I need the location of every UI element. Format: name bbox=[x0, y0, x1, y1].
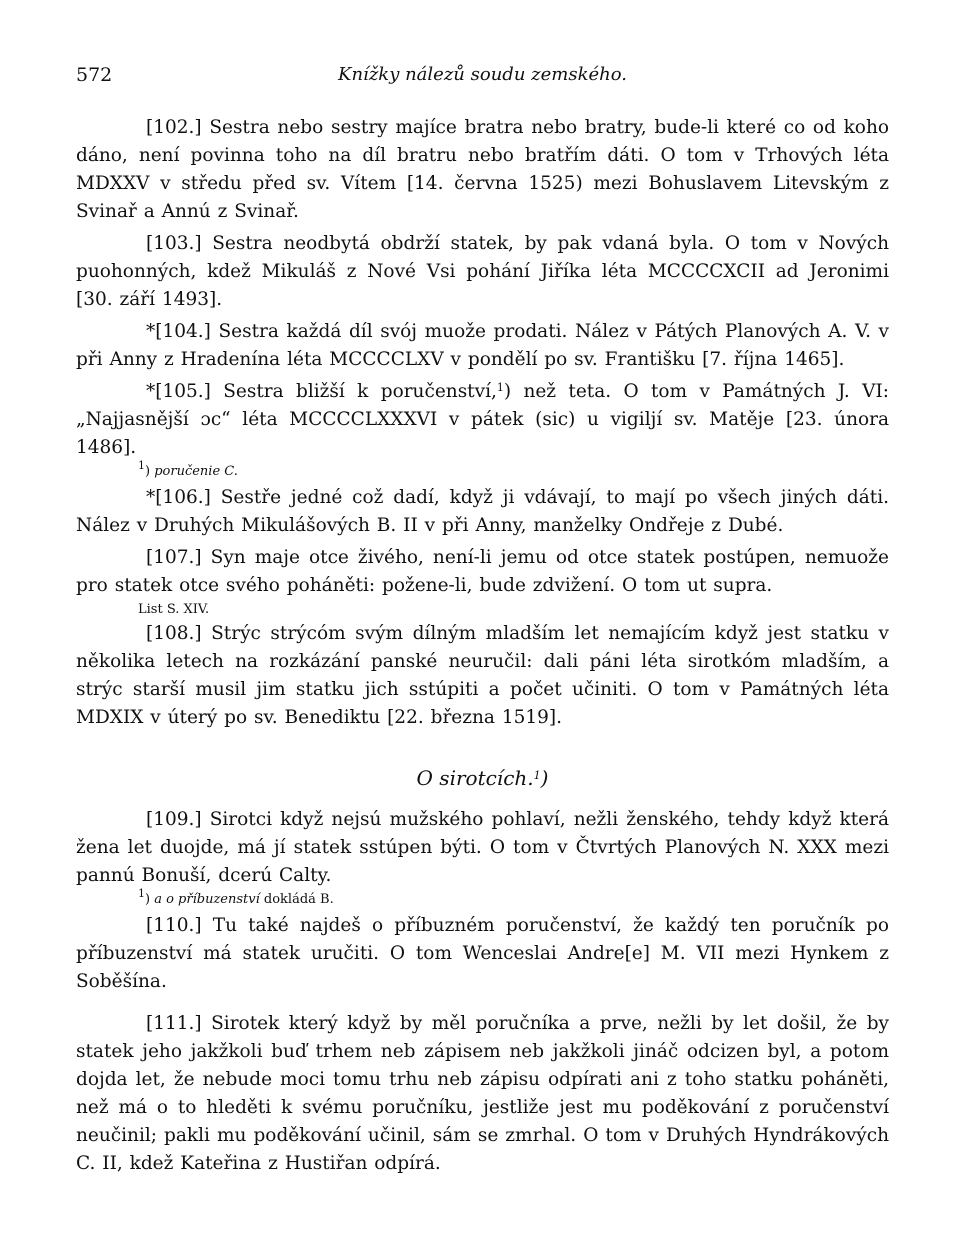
paragraph-108: [108.] Strýc strýcóm svým dílným mladším let nemajícím když jest statku v několika letech na rozkázání panské neuručil: dali páni léta sirotkóm mladším, a strýc starší musil jim statku jich sstúpiti a počet učiniti. O tom v Památných léta MDXIX v úterý po sv. Benediktu [22. března 1519]. bbox=[76, 623, 889, 728]
paragraph-106: *[106.] Sestře jedné což dadí, když ji vdávají, to mají po všech jiných dáti. Nález v Druhých Mikulášových B. II v při Anny, manželky Ondřeje z Dubé. bbox=[76, 487, 889, 536]
paragraph-105 bbox=[76, 378, 889, 462]
footnote-number-105: 1 bbox=[138, 459, 145, 472]
footnote-marker-105: 1 bbox=[496, 381, 504, 394]
paragraph-110: [110.] Tu také najdeš o příbuzném poručenství, že každý ten poručník po příbuzenství má statek uručiti. O tom Wenceslai Andre[e] M. VII mezi Hynkem z Soběšína. bbox=[76, 915, 889, 992]
page-number: 572 bbox=[76, 64, 113, 86]
section-footnote-marker: 1 bbox=[533, 769, 541, 782]
section-title: O sirotcích.$^1$) bbox=[416, 766, 549, 790]
paragraph-103: [103.] Sestra neodbytá obdrží statek, by pak vdaná byla. O tom v Nových puohonných, kdež Mikuláš z Nové Vsi pohání Jiříka léta MCCCCXCII ad Jeronimi [30. září 1493]. bbox=[76, 233, 889, 310]
footnote-section: $^1$) a o příbuzenství dokládá B. bbox=[138, 887, 334, 907]
footnote-section-plain: dokládá B. bbox=[259, 892, 334, 907]
paragraph-109: [109.] Sirotci když nejsú mužského pohlaví, nežli ženského, tehdy když která žena let duojde, má jí statek sstúpen býti. O tom v Čtvrtých Planových N. XXX mezi pannú Bonuší, dcerú Calty. bbox=[76, 809, 889, 886]
footnote-105-text: poručenie C. bbox=[150, 464, 238, 479]
footnote-105: $^1$) poručenie C. bbox=[138, 459, 238, 479]
paragraph-105-end: ) než teta. O tom v Památných J. VI: „Najjasnější ɔc“ léta MCCCCLXXXVI v pátek (sic) u vigiljí sv. Matěje [23. února 1486]. bbox=[76, 381, 889, 458]
footnote-section-italic: a o příbuzenství bbox=[150, 892, 260, 907]
footnote-number-section: 1 bbox=[138, 887, 145, 900]
paragraph-102: [102.] Sestra nebo sestry majíce bratra nebo bratry, bude-li které co od koho dáno, není povinna toho na díl bratru nebo bratřím dáti. O tom v Trhových léta MDXXV v středu před sv. Vítem [14. června 1525) mezi Bohuslavem Litevským z Svinař a Annú z Svinař. bbox=[76, 117, 889, 222]
list-note: List S. XIV. bbox=[138, 602, 210, 617]
running-head: Knížky nálezů soudu zemského. bbox=[338, 64, 627, 85]
paragraph-111: [111.] Sirotek který když by měl poručníka a prve, nežli by let došil, že by statek jeho jakžkoli buď trhem neb zápisem neb jakžkoli jináč odcizen byl, a potom dojda let, že nebude moci tomu trhu neb zápisu odpírati ani z toho statku poháněti, než má o to hleděti k svému poručníku, jestliže jest mu poděkování z poručenství neučinil; pakli mu poděkování učinil, sám se zmrhal. O tom v Druhých Hyndrákových C. II, kdež Kateřina z Hustiřan odpírá. bbox=[76, 1013, 889, 1174]
paragraph-105-start: *[105.] Sestra bližší k poručenství, bbox=[146, 381, 497, 402]
section-title-text: O sirotcích. bbox=[416, 766, 534, 790]
book-page bbox=[76, 64, 889, 1178]
paragraph-104: *[104.] Sestra každá díl svój muože prodati. Nález v Pátých Planových A. V. v při Anny z Hradenína léta MCCCCLXV v pondělí po sv. Františku [7. října 1465]. bbox=[76, 321, 889, 370]
paragraph-107: [107.] Syn maje otce živého, není-li jemu od otce statek postúpen, nemuože pro statek otce svého poháněti: požene-li, bude zdvižení. O tom ut supra. bbox=[76, 547, 889, 596]
page-header bbox=[76, 64, 889, 90]
